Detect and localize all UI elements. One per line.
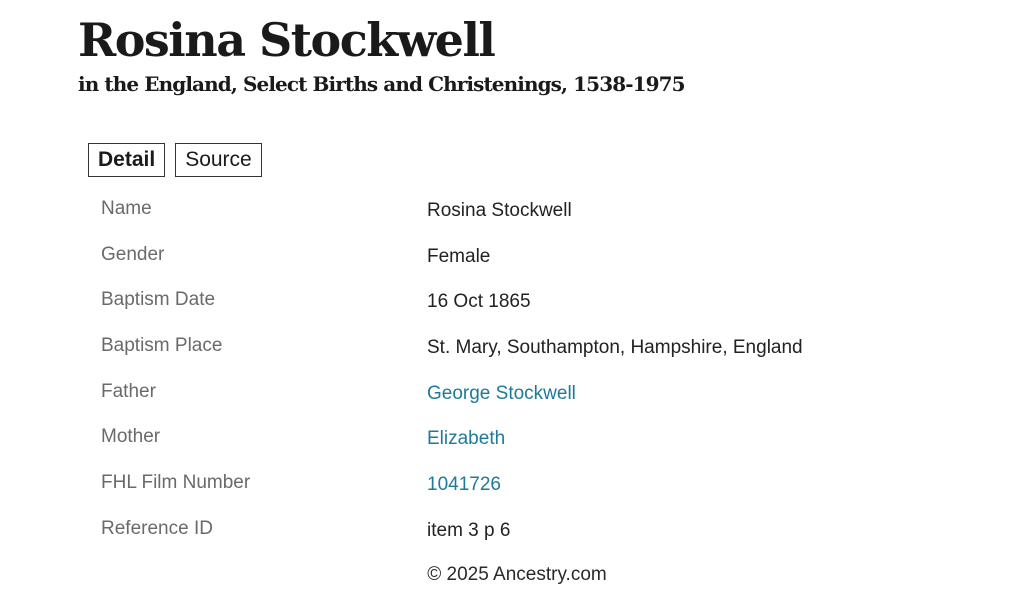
- detail-value: Female: [427, 245, 491, 267]
- record-subtitle: in the England, Select Births and Christenings, 1538-1975: [78, 72, 685, 96]
- detail-label: Baptism Place: [101, 335, 223, 357]
- detail-row-baptism-date: [101, 279, 981, 325]
- detail-value: item 3 p 6: [427, 519, 511, 541]
- detail-row-mother: [101, 416, 981, 462]
- detail-row-reference-id: [101, 508, 981, 554]
- fhl-film-number-link[interactable]: 1041726: [427, 474, 501, 496]
- detail-label: Gender: [101, 243, 165, 265]
- copyright-footer: © 2025 Ancestry.com: [427, 564, 607, 585]
- detail-value: St. Mary, Southampton, Hampshire, England: [427, 337, 803, 359]
- detail-label: Reference ID: [101, 517, 213, 539]
- father-link[interactable]: George Stockwell: [427, 382, 576, 404]
- detail-label: Father: [101, 380, 156, 402]
- detail-label: Mother: [101, 426, 161, 448]
- detail-row-name: [101, 188, 981, 234]
- tab-source[interactable]: Source: [175, 143, 262, 177]
- record-title: Rosina Stockwell: [78, 13, 495, 67]
- detail-value: Rosina Stockwell: [427, 200, 572, 221]
- record-tabs: [88, 143, 262, 177]
- detail-value: 16 Oct 1865: [427, 291, 531, 313]
- mother-link[interactable]: Elizabeth: [427, 428, 506, 450]
- detail-row-baptism-place: [101, 325, 981, 371]
- detail-label: Name: [101, 198, 152, 219]
- detail-table: [101, 188, 981, 554]
- detail-label: Baptism Date: [101, 289, 216, 311]
- detail-row-father: [101, 371, 981, 417]
- detail-label: FHL Film Number: [101, 472, 251, 494]
- tab-detail[interactable]: Detail: [88, 143, 165, 177]
- detail-row-gender: [101, 234, 981, 280]
- detail-row-fhl-film-number: [101, 462, 981, 508]
